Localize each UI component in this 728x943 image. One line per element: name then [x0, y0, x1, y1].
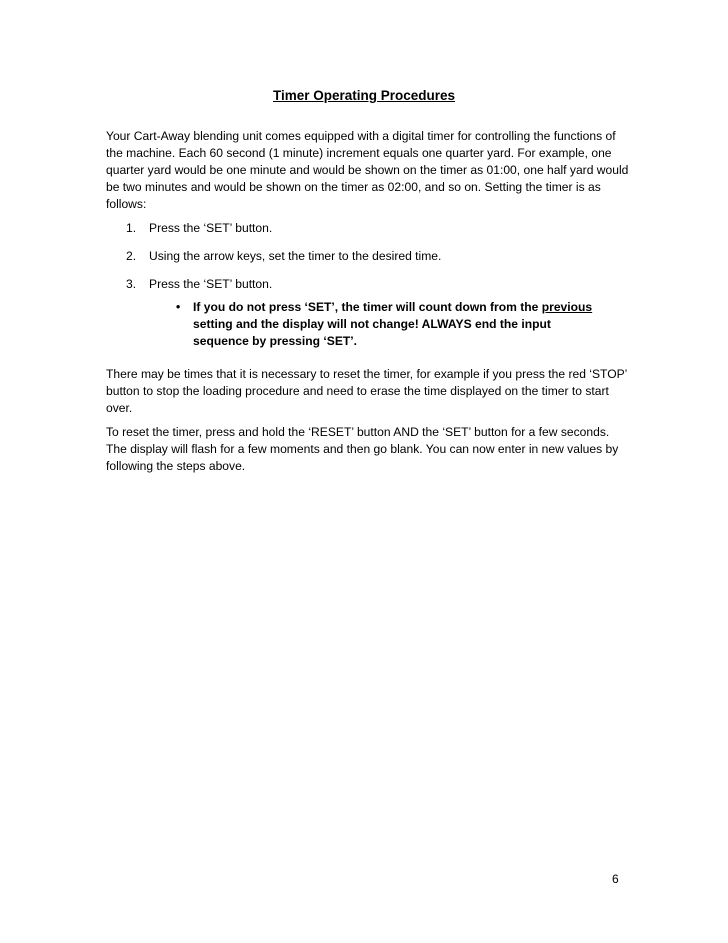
- warning-text-start: If you do not press ‘SET’, the timer will count down from the: [193, 300, 542, 314]
- warning-text: [193, 299, 603, 350]
- step-item: [106, 276, 636, 293]
- warning-text-underlined: previous: [541, 300, 593, 314]
- step-text: Using the arrow keys, set the timer to the desired time.: [149, 249, 442, 263]
- reset-intro-paragraph: There may be times that it is necessary to reset the timer, for example if you press the red ‘STOP’ button to stop the loading procedure and need to erase the time displayed on the timer to start over.: [106, 367, 627, 415]
- step-number: 3.: [126, 277, 137, 291]
- step-item: [106, 220, 636, 237]
- reset-steps-paragraph: To reset the timer, press and hold the ‘RESET’ button AND the ‘SET’ button for a few seconds. The display will flash for a few moments and then go blank. You can now enter in new values by following the steps above.: [106, 425, 619, 473]
- warning-text-end: setting and the display will not change! ALWAYS end the input sequence by pressing ‘SET’.: [193, 317, 551, 348]
- step-number: 2.: [126, 249, 137, 263]
- intro-paragraph: Your Cart-Away blending unit comes equipped with a digital timer for controlling the functions of the machine. Each 60 second (1 minute) increment equals one quarter yard. For example, one quarter yard would be one minute and would be shown on the timer as 01:00, one half yard would be two minutes and would be shown on the timer as 02:00, and so on. Setting the timer is as follows:: [106, 129, 629, 211]
- step-number: 1.: [126, 221, 137, 235]
- page-number: 6: [612, 872, 619, 886]
- bullet-icon: •: [176, 300, 181, 314]
- page-title-text: Timer Operating Procedures: [272, 88, 456, 103]
- step-text: Press the ‘SET’ button.: [149, 221, 273, 235]
- procedure-steps: [106, 220, 636, 304]
- step-item: [106, 248, 636, 265]
- step-text: Press the ‘SET’ button.: [149, 277, 273, 291]
- page-title: [0, 87, 728, 105]
